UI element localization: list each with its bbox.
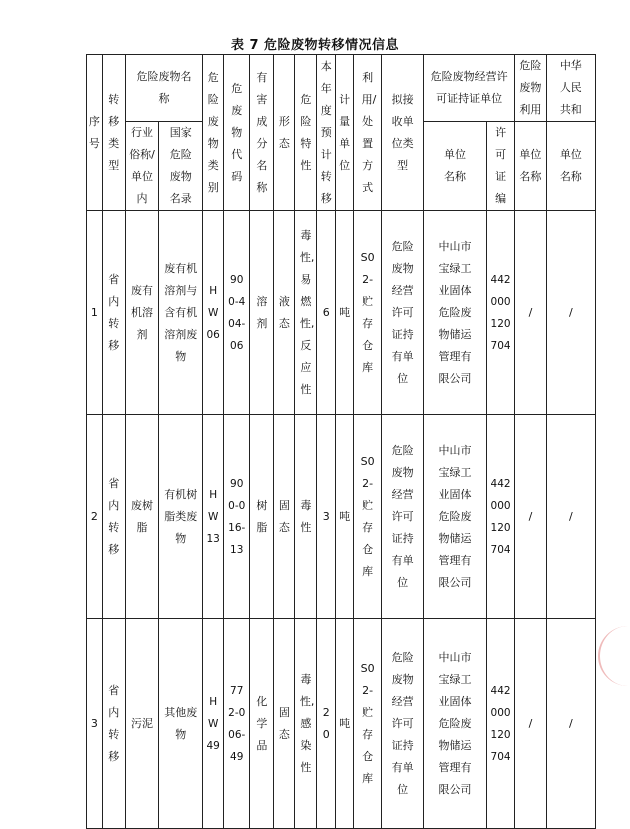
cell-characteristic: 毒性,感染性 [295, 619, 317, 829]
cell-transfer-type: 省内转移 [102, 415, 125, 619]
cell-national-name: 有机树脂类废物 [159, 415, 203, 619]
header-form: 形态 [274, 55, 295, 211]
header-industry-name: 行业俗称/单位内 [125, 122, 159, 211]
table-row [87, 619, 596, 829]
header-utilize-unit: 单位名称 [515, 122, 546, 211]
cell-component: 溶剂 [250, 211, 274, 415]
cell-volume: 6 [317, 211, 336, 415]
cell-license-unit: 中山市宝绿工业固体危险废物储运管理有限公司 [424, 619, 487, 829]
cell-disposal: S02-贮存仓库 [353, 211, 381, 415]
cell-code: 900-016-13 [224, 415, 250, 619]
header-transfer-type: 转移类型 [102, 55, 125, 211]
cell-unit: 吨 [336, 415, 354, 619]
header-disposal: 利用/处置方式 [353, 55, 381, 211]
header-utilize-group: 危险废物利用 [515, 55, 546, 122]
cell-code: 900-404-06 [224, 211, 250, 415]
header-license-unit-name: 单位名称 [424, 122, 487, 211]
table-title: 表 7 危险废物转移情况信息 [230, 38, 400, 53]
table-row [87, 415, 596, 619]
cell-utilize: / [515, 211, 546, 415]
header-national-name: 国家危险废物名录 [159, 122, 203, 211]
header-annual-volume: 本年度预计转移 [317, 55, 336, 211]
cell-volume: 20 [317, 619, 336, 829]
header-license-group: 危险废物经营许可证持证单位 [424, 55, 515, 122]
cell-form: 液态 [274, 211, 295, 415]
cell-unit: 吨 [336, 619, 354, 829]
cell-characteristic: 毒性,易燃性,反应性 [295, 211, 317, 415]
cell-form: 固态 [274, 415, 295, 619]
red-stamp-edge [598, 626, 630, 686]
cell-disposal: S02-贮存仓库 [353, 415, 381, 619]
cell-form: 固态 [274, 619, 295, 829]
cell-seq: 3 [87, 619, 103, 829]
cell-industry-name: 污泥 [125, 619, 159, 829]
header-receiver-type: 拟接收单位类型 [382, 55, 424, 211]
cell-characteristic: 毒性 [295, 415, 317, 619]
cell-prc: / [546, 415, 595, 619]
cell-license-no: 442000120704 [486, 211, 514, 415]
table-row [87, 211, 596, 415]
cell-license-unit: 中山市宝绿工业固体危险废物储运管理有限公司 [424, 415, 487, 619]
header-prc-unit: 单位名称 [546, 122, 595, 211]
header-waste-name-group: 危险废物名称 [125, 55, 202, 122]
header-unit: 计量单位 [336, 55, 354, 211]
cell-volume: 3 [317, 415, 336, 619]
cell-unit: 吨 [336, 211, 354, 415]
header-prc-group: 中华人民共和 [546, 55, 595, 122]
cell-category: HW06 [203, 211, 224, 415]
cell-industry-name: 废有机溶剂 [125, 211, 159, 415]
cell-national-name: 其他废物 [159, 619, 203, 829]
header-license-no: 许可证编 [486, 122, 514, 211]
cell-disposal: S02-贮存仓库 [353, 619, 381, 829]
cell-component: 树脂 [250, 415, 274, 619]
header-waste-category: 危险废物类别 [203, 55, 224, 211]
cell-license-no: 442000120704 [486, 619, 514, 829]
cell-receiver-type: 危险废物经营许可证持有单位 [382, 415, 424, 619]
header-waste-code: 危废物代码 [224, 55, 250, 211]
cell-receiver-type: 危险废物经营许可证持有单位 [382, 619, 424, 829]
cell-prc: / [546, 211, 595, 415]
cell-national-name: 废有机溶剂与含有机溶剂废物 [159, 211, 203, 415]
cell-prc: / [546, 619, 595, 829]
header-harmful-component: 有害成分名称 [250, 55, 274, 211]
cell-industry-name: 废树脂 [125, 415, 159, 619]
cell-license-no: 442000120704 [486, 415, 514, 619]
cell-seq: 2 [87, 415, 103, 619]
cell-transfer-type: 省内转移 [102, 211, 125, 415]
cell-seq: 1 [87, 211, 103, 415]
cell-receiver-type: 危险废物经营许可证持有单位 [382, 211, 424, 415]
cell-category: HW13 [203, 415, 224, 619]
cell-utilize: / [515, 619, 546, 829]
header-characteristic: 危险特性 [295, 55, 317, 211]
cell-code: 772-006-49 [224, 619, 250, 829]
cell-utilize: / [515, 415, 546, 619]
waste-transfer-table [86, 54, 596, 829]
cell-category: HW49 [203, 619, 224, 829]
header-seq: 序号 [87, 55, 103, 211]
cell-license-unit: 中山市宝绿工业固体危险废物储运管理有限公司 [424, 211, 487, 415]
cell-transfer-type: 省内转移 [102, 619, 125, 829]
cell-component: 化学品 [250, 619, 274, 829]
